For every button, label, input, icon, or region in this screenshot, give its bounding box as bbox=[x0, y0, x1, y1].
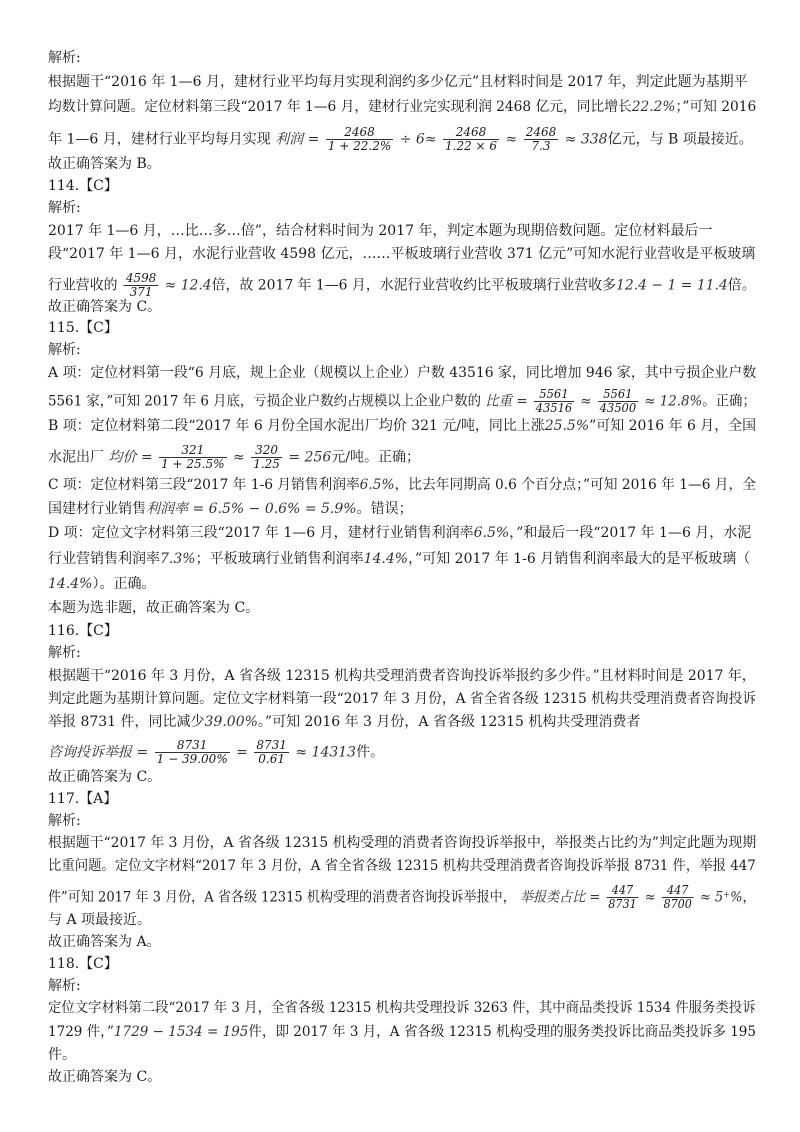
q117-paragraph-line: 比重问题。定位文字材料“2017 年 3 月份，A 省全省各级 12315 机构共受理消费者咨询投诉举报 8731 件，举报 447 bbox=[48, 858, 756, 874]
q116-answer: 故正确答案为 C。 bbox=[48, 769, 162, 785]
q114-paragraph-line: 2017 年 1—6 月，…比…多…倍”，结合材料时间为 2017 年，判定本题为现期倍数问题。定位材料最后一 bbox=[48, 223, 713, 239]
fraction: $\frac{4598}{371}$ bbox=[125, 271, 157, 299]
q118-analysis-label: 解析: bbox=[48, 978, 81, 994]
q118-answer: 故正确答案为 C。 bbox=[48, 1069, 162, 1085]
q116-paragraph-line: 判定此题为基期计算问题。定位文字材料第一段“2017 年 3 月份，A 省全省各级 12315 机构共受理消费者咨询投诉 bbox=[48, 691, 757, 707]
q114-heading: 114.【C】 bbox=[48, 178, 118, 194]
q114-paragraph-line: 段“2017 年 1—6 月，水泥行业营收 4598 亿元，……平板玻璃行业营收 371 亿元”可知水泥行业营收是平板玻璃 bbox=[48, 246, 756, 262]
q115-option-c-formula: 国建材行业销售利润率 = 6.5% − 0.6% = 5.9%。错误； bbox=[48, 501, 413, 517]
q117-answer: 故正确答案为 A。 bbox=[48, 934, 161, 950]
q115-heading: 115.【C】 bbox=[48, 320, 118, 336]
q118-paragraph-line: 件。 bbox=[48, 1047, 76, 1063]
q118-heading: 118.【C】 bbox=[48, 956, 118, 972]
q114-formula-line: 行业营收的 $\frac{4598}{371}$ ≈ 12.4倍，故 2017 年 1—6 月，水泥行业营收约比平板玻璃行业营收多12.4 − 1 = 11.4倍。 bbox=[48, 271, 756, 299]
q118-paragraph-line: 1729 件，”1729 − 1534 = 195件，即 2017 年 3 月，A 省各级 12315 机构受理的服务类投诉比商品类投诉多 195 bbox=[48, 1024, 757, 1040]
q115-option-c-line: C 项：定位材料第三段“2017 年 1-6 月销售利润率6.5%，比去年同期高 0.6 个百分点；”可知 2016 年 1—6 月，全 bbox=[48, 477, 756, 493]
q116-paragraph-line: 根据题干“2016 年 3 月份，A 省各级 12315 机构共受理消费者咨询投诉举报约多少件。”且材料时间是 2017 年， bbox=[48, 668, 756, 684]
q116-formula-line: 咨询投诉举报 = $\frac{8731}{1 - 39.00\%}$ = $\frac{8731}{0.61}$ ≈ 14313件。 bbox=[48, 738, 385, 766]
q116-analysis-label: 解析: bbox=[48, 645, 81, 661]
math-difference: 12.4 − 1 = 11.4 bbox=[616, 277, 728, 294]
fraction: $\frac{5561}{43500}$ bbox=[599, 387, 637, 415]
q117-analysis-label: 解析: bbox=[48, 813, 81, 829]
fraction: $\frac{8731}{0.61}$ bbox=[256, 738, 287, 766]
fraction: $\frac{5561}{43516}$ bbox=[535, 387, 573, 415]
q116-paragraph-line: 举报 8731 件，同比减少39.00%。”可知 2016 年 3 月份，A 省各级 12315 机构共受理消费者 bbox=[48, 714, 641, 730]
q115-analysis-label: 解析: bbox=[48, 342, 81, 358]
q117-formula-line: 件”可知 2017 年 3 月份，A 省各级 12315 机构受理的消费者咨询投诉举报中， 举报类占比 = $\frac{447}{8731}$ ≈ $\frac{447}{8700}$ ≈ 5⁺%， bbox=[48, 883, 756, 911]
q115-answer: 本题为选非题，故正确答案为 C。 bbox=[48, 600, 260, 616]
q118-paragraph-line: 定位文字材料第二段“2017 年 3 月，全省各级 12315 机构共受理投诉 3263 件，其中商品类投诉 1534 件服务类投诉 bbox=[48, 1000, 756, 1016]
q114-answer: 故正确答案为 C。 bbox=[48, 299, 162, 315]
fraction: $\frac{2468}{7.3}$ bbox=[525, 125, 557, 153]
formula-label: 利润 = bbox=[275, 131, 320, 148]
q113-formula-line: 年 1—6 月，建材行业平均每月实现 利润 = $\frac{2468}{1 + 22.2\%}$ ÷ 6≈ $\frac{2468}{1.22 \times 6}$ ≈ $\frac{2468}{7.3}$ ≈ 338亿元，与 B 项最接近。 bbox=[48, 125, 753, 153]
q113-answer: 故正确答案为 B。 bbox=[48, 156, 161, 172]
math-difference: 1729 − 1534 = 195 bbox=[113, 1024, 249, 1040]
fraction: $\frac{2468}{1.22 \times 6}$ bbox=[445, 125, 498, 153]
q115-option-a-line: A 项：定位材料第一段“6 月底，规上企业（规模以上企业）户数 43516 家，同比增加 946 家，其中亏损企业户数 bbox=[48, 365, 757, 381]
math-growth-rate: 22.2% bbox=[631, 99, 676, 115]
q115-option-d-line: 行业营销售利润率7.3%；平板玻璃行业销售利润率14.4%，”可知 2017 年 1-6 月销售利润率最大的是平板玻璃（ bbox=[48, 551, 751, 567]
fraction: $\frac{320}{1.25}$ bbox=[253, 443, 280, 471]
q115-option-d-line: 14.4%）。正确。 bbox=[48, 576, 156, 592]
fraction: $\frac{447}{8731}$ bbox=[608, 883, 637, 911]
q115-option-a-formula: 5561 家，”可知 2017 年 6 月底，亏损企业户数约占规模以上企业户数的 比重 = $\frac{5561}{43516}$ ≈ $\frac{5561}{43500}$ ≈ 12.8%。正确； bbox=[48, 387, 756, 415]
q113-paragraph-line: 根据题干“2016 年 1—6 月，建材行业平均每月实现利润约多少亿元”且材料时间是 2017 年，判定此题为基期平 bbox=[48, 74, 748, 90]
fraction: $\frac{2468}{1 + 22.2\%}$ bbox=[327, 125, 392, 153]
q113-paragraph-line: 均数计算问题。定位材料第三段“2017 年 1—6 月，建材行业完实现利润 2468 亿元，同比增长22.2%；”可知 2016 bbox=[48, 99, 757, 115]
fraction: $\frac{8731}{1 - 39.00\%}$ bbox=[156, 738, 228, 766]
q113-analysis-label: 解析: bbox=[48, 50, 81, 66]
q117-paragraph-line: 与 A 项最接近。 bbox=[48, 912, 152, 928]
fraction: $\frac{447}{8700}$ bbox=[663, 883, 692, 911]
q117-heading: 117.【A】 bbox=[48, 791, 118, 807]
q114-analysis-label: 解析: bbox=[48, 200, 81, 216]
q116-heading: 116.【C】 bbox=[48, 623, 118, 639]
q115-option-d-line: D 项：定位文字材料第三段“2017 年 1—6 月，建材行业销售利润率6.5%，”和最后一段“2017 年 1—6 月，水泥 bbox=[48, 525, 752, 541]
q115-option-b-line: B 项：定位材料第二段“2017 年 6 月份全国水泥出厂均价 321 元/吨，同比上涨25.5%”可知 2016 年 6 月，全国 bbox=[48, 418, 757, 434]
q115-option-b-formula: 水泥出厂 均价 = $\frac{321}{1 + 25.5\%}$ ≈ $\frac{320}{1.25}$ = 256元/吨。正确； bbox=[48, 443, 420, 471]
fraction: $\frac{321}{1 + 25.5\%}$ bbox=[161, 443, 225, 471]
q117-paragraph-line: 根据题干“2017 年 3 月份，A 省各级 12315 机构受理的消费者咨询投诉举报中，举报类占比约为”判定此题为现期 bbox=[48, 835, 757, 851]
